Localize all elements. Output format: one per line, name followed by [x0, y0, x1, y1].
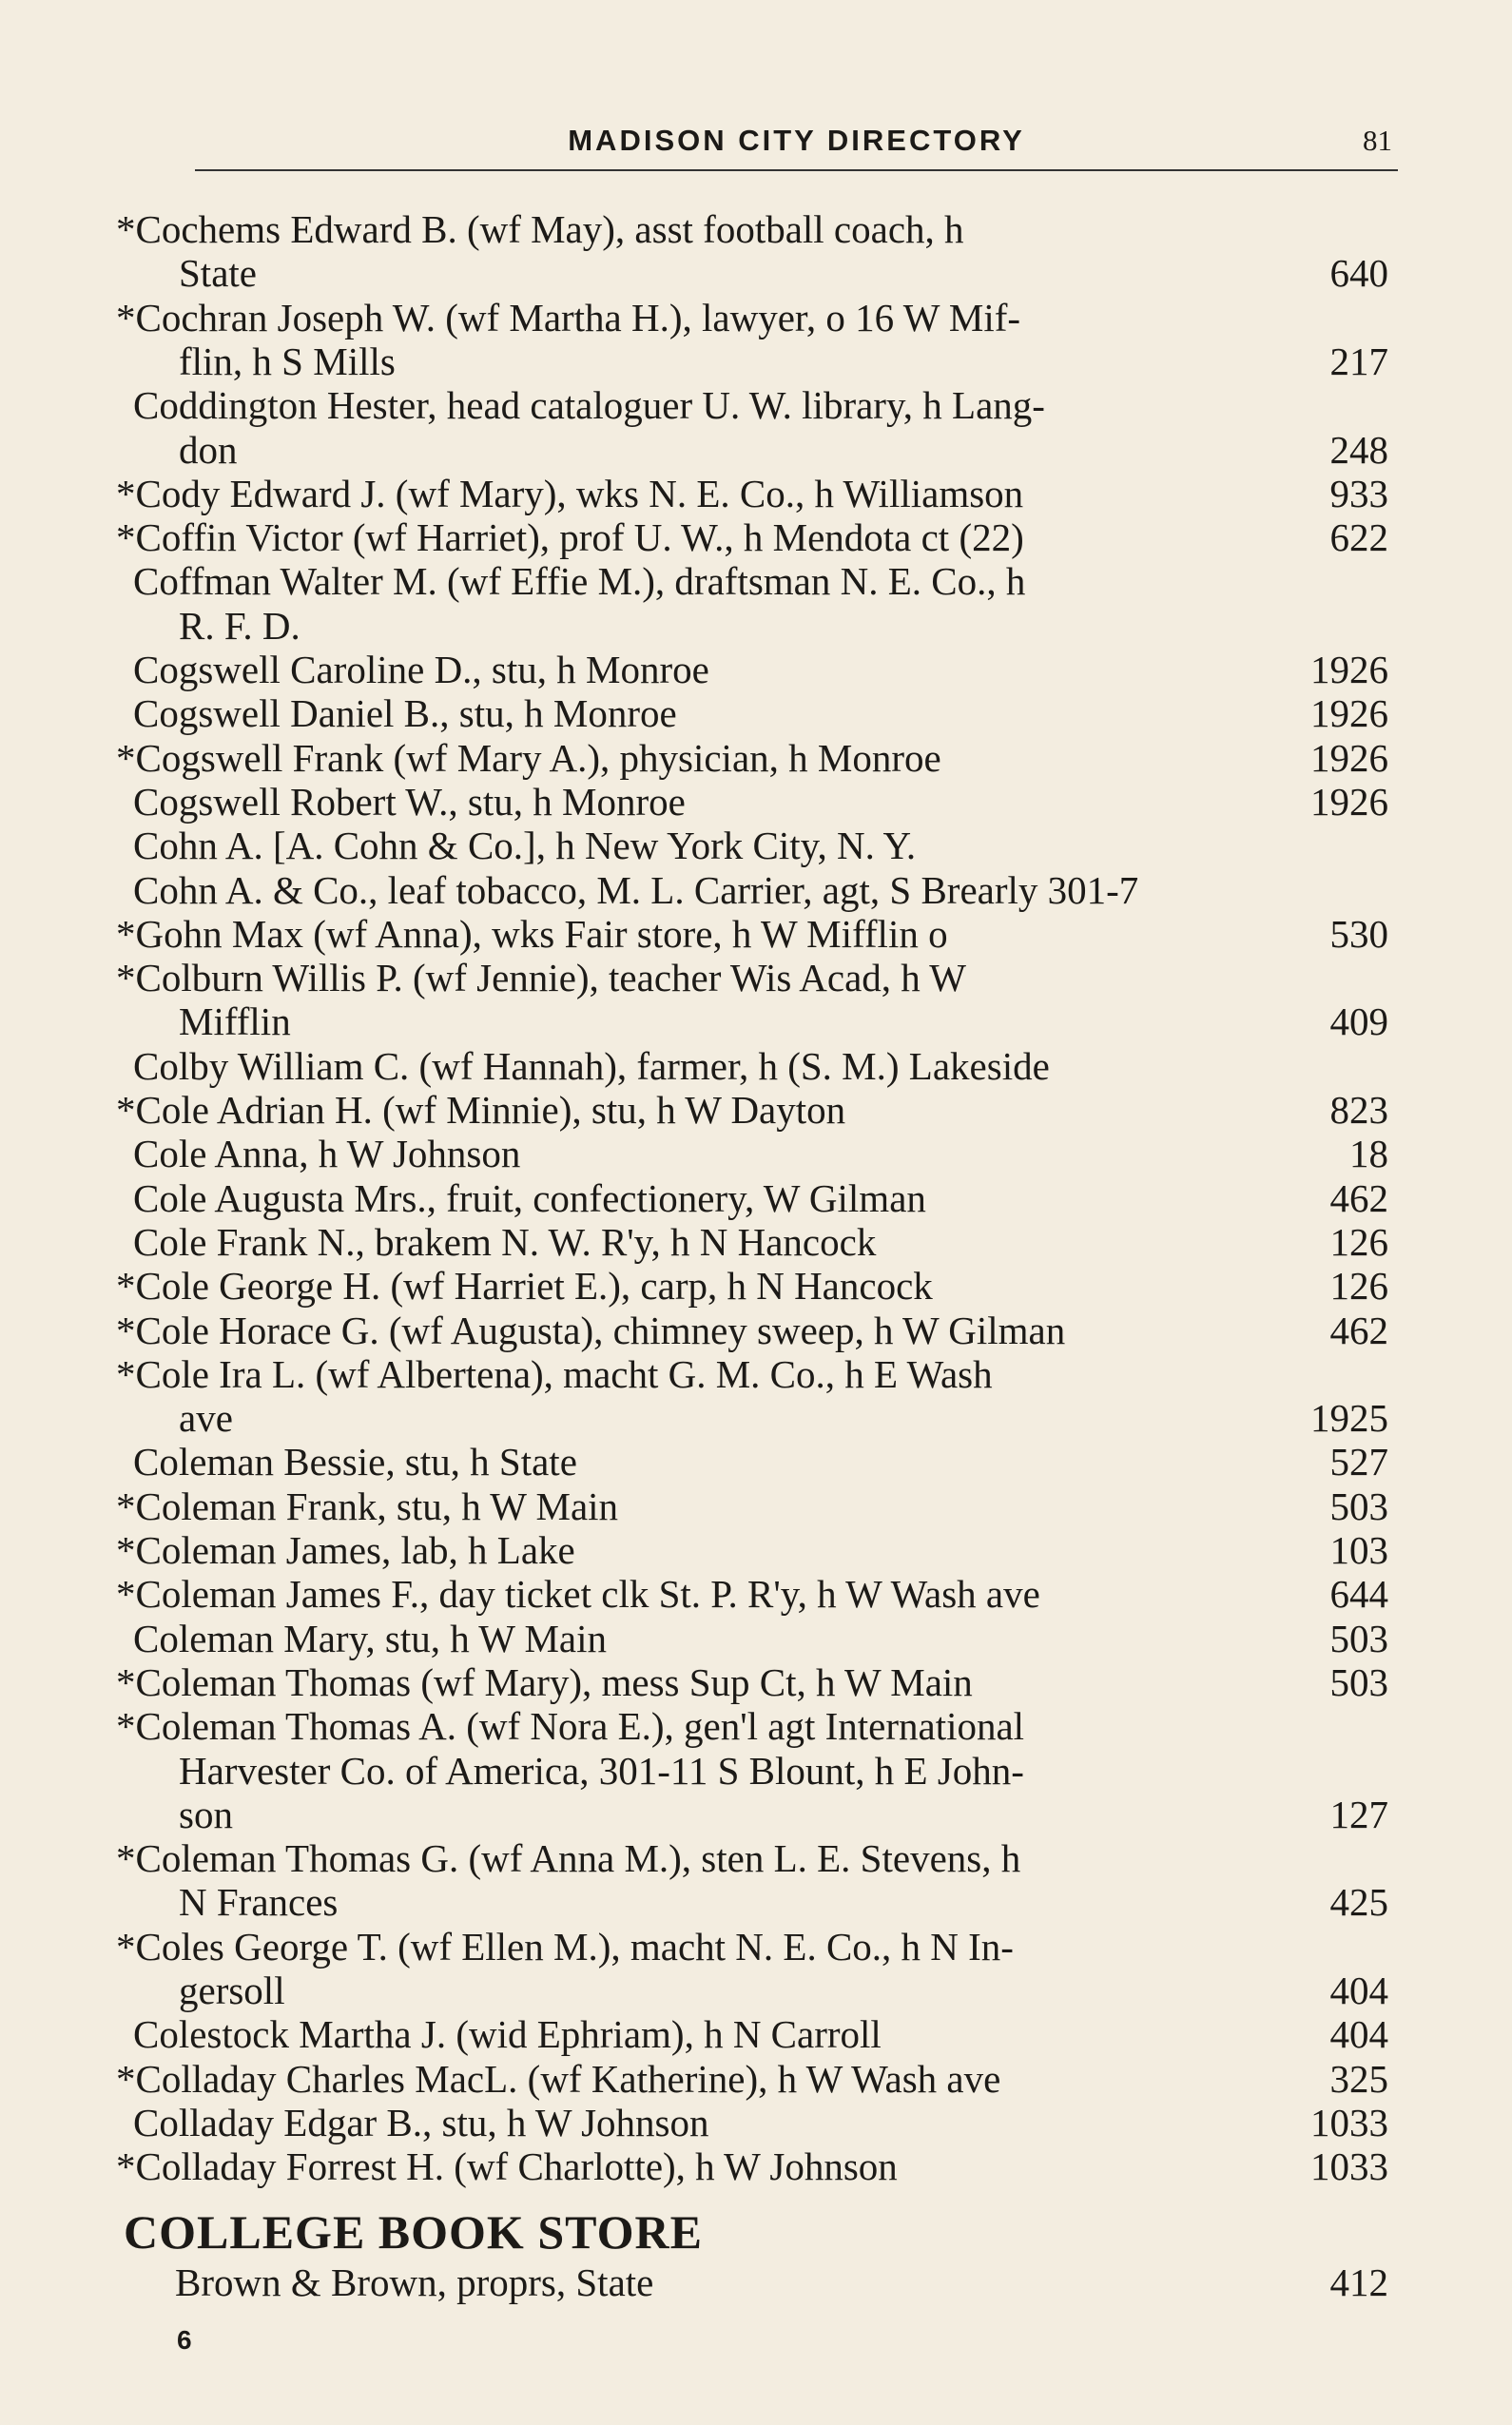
entry-text: *Colladay Charles MacL. (wf Katherine), h W Wash ave: [116, 2057, 1001, 2101]
entry-text: *Cole Ira L. (wf Albertena), macht G. M. Co., h E Wash: [116, 1352, 993, 1396]
directory-entry: [0, 1132, 1512, 1175]
entry-text: *Coleman James F., day ticket clk St. P. R'y, h W Wash ave: [116, 1572, 1040, 1616]
signature-mark: 6: [177, 2325, 192, 2355]
entry-number: 404: [1329, 2012, 1388, 2056]
directory-entry: [0, 1617, 1512, 1660]
entry-text: *Coffin Victor (wf Harriet), prof U. W., h Mendota ct (22): [116, 515, 1024, 559]
directory-entry: [0, 251, 1512, 295]
entry-text: flin, h S Mills: [179, 340, 396, 383]
entry-text: *Cole Horace G. (wf Augusta), chimney sweep, h W Gilman: [116, 1309, 1066, 1352]
entry-text: *Colburn Willis P. (wf Jennie), teacher Wis Acad, h W: [116, 956, 966, 999]
entry-number: 503: [1329, 1617, 1388, 1660]
entry-text: ave: [179, 1396, 233, 1440]
directory-entry: [0, 1484, 1512, 1528]
entry-number: 530: [1329, 912, 1388, 956]
entry-number: 503: [1329, 1484, 1388, 1528]
entry-text: State: [179, 251, 257, 295]
entry-text: Coleman Mary, stu, h W Main: [133, 1617, 608, 1660]
store-line-text: Brown & Brown, proprs, State: [175, 2260, 654, 2304]
directory-entry: [0, 956, 1512, 999]
entry-text: Cole Frank N., brakem N. W. R'y, h N Hancock: [133, 1220, 877, 1264]
entry-number: 1926: [1310, 691, 1388, 735]
entry-number: 425: [1329, 1880, 1388, 1924]
entry-text: Cohn A. & Co., leaf tobacco, M. L. Carrier, agt, S Brearly 301-7: [133, 868, 1139, 912]
directory-entry: [0, 2144, 1512, 2188]
directory-entry: [0, 691, 1512, 735]
directory-entry: [0, 1528, 1512, 1572]
entry-number: 622: [1329, 515, 1388, 559]
entry-number: 644: [1329, 1572, 1388, 1616]
directory-entry: [0, 296, 1512, 340]
running-title: MADISON CITY DIRECTORY: [568, 124, 1025, 157]
entry-text: Cogswell Daniel B., stu, h Monroe: [133, 691, 677, 735]
entry-text: Cogswell Robert W., stu, h Monroe: [133, 780, 686, 824]
directory-entry: [0, 1925, 1512, 1969]
directory-entry: [0, 604, 1512, 648]
entry-text: Colby William C. (wf Hannah), farmer, h (S. M.) Lakeside: [133, 1044, 1050, 1088]
directory-entry: [0, 1880, 1512, 1924]
entry-number: 1033: [1310, 2144, 1388, 2188]
page-number: 81: [1363, 124, 1392, 157]
page-header: [195, 122, 1398, 171]
directory-entry: [0, 1793, 1512, 1836]
directory-entry: [0, 340, 1512, 383]
entry-number: 640: [1329, 251, 1388, 295]
entry-number: 127: [1329, 1793, 1388, 1836]
store-line-number: 412: [1329, 2260, 1388, 2304]
entry-text: *Cogswell Frank (wf Mary A.), physician, h Monroe: [116, 736, 941, 780]
entry-text: Colestock Martha J. (wid Ephriam), h N Carroll: [133, 2012, 882, 2056]
directory-entry: [0, 559, 1512, 603]
entry-number: 527: [1329, 1440, 1388, 1484]
entry-number: 823: [1329, 1088, 1388, 1132]
directory-entry: [0, 472, 1512, 515]
entry-number: 409: [1329, 999, 1388, 1043]
entry-text: *Coleman Thomas (wf Mary), mess Sup Ct, h W Main: [116, 1660, 973, 1704]
directory-entry: [0, 515, 1512, 559]
entry-text: Coleman Bessie, stu, h State: [133, 1440, 577, 1484]
directory-entry: [0, 2012, 1512, 2056]
entry-text: *Coles George T. (wf Ellen M.), macht N. E. Co., h N In-: [116, 1925, 1014, 1969]
entry-text: *Gohn Max (wf Anna), wks Fair store, h W Mifflin o: [116, 912, 948, 956]
entry-text: Cole Anna, h W Johnson: [133, 1132, 521, 1175]
directory-entry: [0, 824, 1512, 867]
entry-number: 462: [1329, 1176, 1388, 1220]
entry-text: N Frances: [179, 1880, 339, 1924]
entry-text: don: [179, 428, 238, 472]
entry-number: 462: [1329, 1309, 1388, 1352]
directory-entry: [0, 1704, 1512, 1748]
entry-text: *Cole Adrian H. (wf Minnie), stu, h W Dayton: [116, 1088, 846, 1132]
entry-text: *Coleman James, lab, h Lake: [116, 1528, 575, 1572]
entry-text: Harvester Co. of America, 301-11 S Blount, h E John-: [179, 1749, 1024, 1793]
directory-entry: [0, 780, 1512, 824]
directory-entry: [0, 1749, 1512, 1793]
directory-entry: [0, 1309, 1512, 1352]
entry-number: 126: [1329, 1220, 1388, 1264]
entry-text: *Cochran Joseph W. (wf Martha H.), lawyer, o 16 W Mif-: [116, 296, 1021, 340]
directory-entry: [0, 1088, 1512, 1132]
entry-number: 503: [1329, 1660, 1388, 1704]
directory-entry: [0, 1264, 1512, 1308]
directory-entry: [0, 1660, 1512, 1704]
directory-entry: [0, 1352, 1512, 1396]
entry-number: 1925: [1310, 1396, 1388, 1440]
directory-entry: [0, 428, 1512, 472]
entry-number: 933: [1329, 472, 1388, 515]
directory-entry: [0, 1176, 1512, 1220]
directory-entry: [0, 999, 1512, 1043]
directory-entry: [0, 736, 1512, 780]
entry-number: 1926: [1310, 648, 1388, 691]
entry-text: R. F. D.: [179, 604, 300, 648]
entry-number: 217: [1329, 340, 1388, 383]
entry-text: son: [179, 1793, 233, 1836]
entry-text: Coffman Walter M. (wf Effie M.), draftsman N. E. Co., h: [133, 559, 1026, 603]
directory-entry: [0, 1396, 1512, 1440]
entry-text: Cogswell Caroline D., stu, h Monroe: [133, 648, 709, 691]
entry-text: *Coleman Thomas G. (wf Anna M.), sten L. E. Stevens, h: [116, 1836, 1021, 1880]
directory-entry: [0, 1969, 1512, 2012]
store-name: COLLEGE BOOK STORE: [124, 2205, 703, 2259]
entry-number: 1033: [1310, 2101, 1388, 2144]
entry-text: *Cochems Edward B. (wf May), asst football coach, h: [116, 207, 964, 251]
entry-text: Mifflin: [179, 999, 291, 1043]
entry-text: Cole Augusta Mrs., fruit, confectionery, W Gilman: [133, 1176, 926, 1220]
entry-number: 248: [1329, 428, 1388, 472]
directory-entry: [0, 1044, 1512, 1088]
entry-number: 1926: [1310, 736, 1388, 780]
entry-number: 103: [1329, 1528, 1388, 1572]
entry-number: 404: [1329, 1969, 1388, 2012]
entry-text: *Coleman Frank, stu, h W Main: [116, 1484, 619, 1528]
entry-text: gersoll: [179, 1969, 285, 2012]
entry-number: 126: [1329, 1264, 1388, 1308]
directory-entry: [0, 868, 1512, 912]
directory-entry: [0, 1220, 1512, 1264]
directory-entry: [0, 1440, 1512, 1484]
entry-number: 325: [1329, 2057, 1388, 2101]
entry-text: *Coleman Thomas A. (wf Nora E.), gen'l agt International: [116, 1704, 1025, 1748]
entry-text: Cohn A. [A. Cohn & Co.], h New York City, N. Y.: [133, 824, 917, 867]
entry-number: 1926: [1310, 780, 1388, 824]
entry-number: 18: [1349, 1132, 1388, 1175]
directory-entry: [0, 2101, 1512, 2144]
directory-entry: [0, 207, 1512, 251]
directory-entry: [0, 2057, 1512, 2101]
directory-entry: [0, 912, 1512, 956]
entry-text: *Cody Edward J. (wf Mary), wks N. E. Co., h Williamson: [116, 472, 1024, 515]
directory-entry: [0, 1836, 1512, 1880]
entry-text: Coddington Hester, head cataloguer U. W. library, h Lang-: [133, 383, 1045, 427]
entry-text: *Cole George H. (wf Harriet E.), carp, h N Hancock: [116, 1264, 933, 1308]
entry-text: *Colladay Forrest H. (wf Charlotte), h W Johnson: [116, 2144, 898, 2188]
directory-entry: [0, 1572, 1512, 1616]
directory-entry: [0, 383, 1512, 427]
directory-entry: [0, 648, 1512, 691]
entry-text: Colladay Edgar B., stu, h W Johnson: [133, 2101, 709, 2144]
